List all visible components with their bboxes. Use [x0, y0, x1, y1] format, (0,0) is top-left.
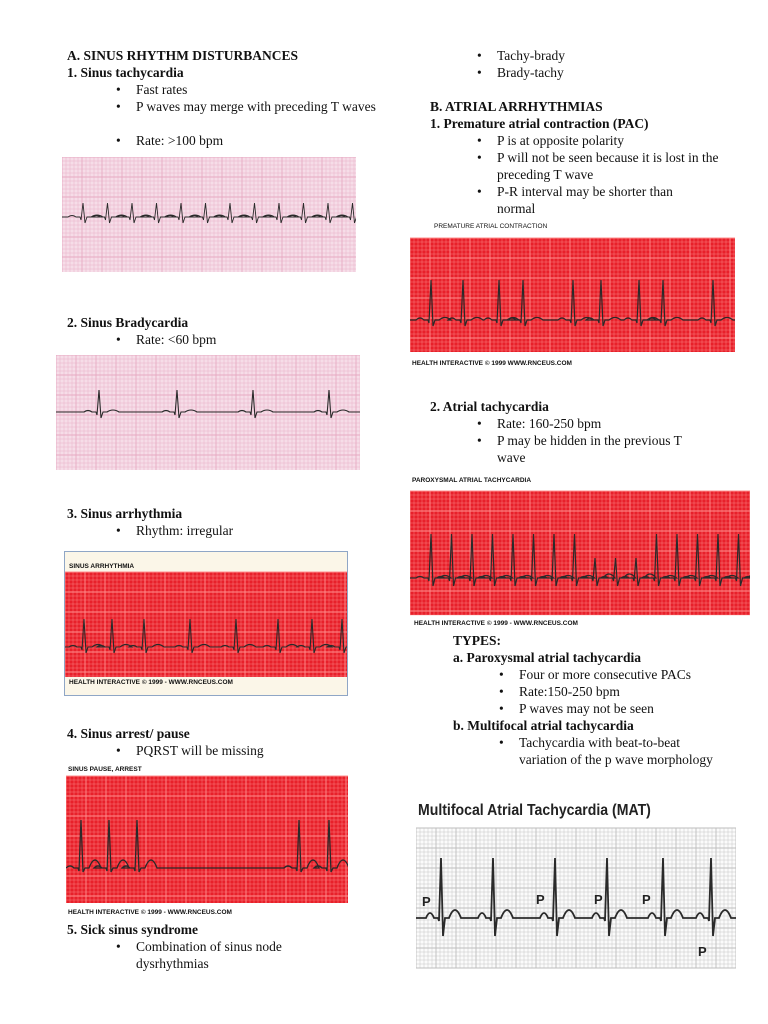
- strip-label: PAROXYSMAL ATRIAL TACHYCARDIA: [412, 477, 532, 484]
- list-item: • P will not be seen because it is lost in the preceding T wave: [497, 149, 722, 183]
- p-wave-label: P: [698, 944, 707, 959]
- strip-credit: HEALTH INTERACTIVE © 1999 WWW.RNCEUS.COM: [412, 360, 572, 367]
- mat-title: Multifocal Atrial Tachycardia (MAT): [418, 802, 651, 819]
- sinus-tachycardia-ecg-strip: [62, 157, 356, 277]
- sick-sinus-syndrome-title: 5. Sick sinus syndrome: [67, 922, 199, 937]
- list-item: • Fast rates: [136, 81, 187, 98]
- sinus-arrhythmia-ecg-strip: [64, 551, 348, 696]
- strip-credit: HEALTH INTERACTIVE © 1999 - WWW.RNCEUS.COM: [68, 909, 232, 916]
- pac-ecg-strip: [410, 220, 735, 372]
- strip-label: SINUS ARRHYTHMIA: [69, 563, 135, 570]
- sinus-bradycardia-ecg-strip: [56, 355, 360, 470]
- list-item: • Rhythm: irregular: [136, 522, 233, 539]
- strip-label: PREMATURE ATRIAL CONTRACTION: [434, 223, 548, 230]
- list-item: • Brady-tachy: [497, 64, 564, 81]
- list-item: • PQRST will be missing: [136, 742, 264, 759]
- sinus-arrest-ecg-strip: [66, 762, 348, 922]
- list-item: • Rate: <60 bpm: [136, 331, 216, 348]
- type-a-title: a. Paroxysmal atrial tachycardia: [453, 650, 641, 665]
- list-item: • Combination of sinus node dysrhythmias: [136, 938, 336, 972]
- list-item: • Rate:150-250 bpm: [519, 683, 620, 700]
- strip-label: SINUS PAUSE, ARREST: [68, 766, 142, 773]
- mat-ecg-strip: [416, 796, 736, 970]
- pac-title: 1. Premature atrial contraction (PAC): [430, 116, 649, 131]
- p-wave-label: P: [642, 892, 651, 907]
- sinus-tachycardia-title: 1. Sinus tachycardia: [67, 65, 184, 80]
- p-wave-label: P: [422, 894, 431, 909]
- list-item: • P waves may not be seen: [519, 700, 654, 717]
- strip-credit: HEALTH INTERACTIVE © 1999 - WWW.RNCEUS.COM: [69, 679, 233, 686]
- list-item: • P waves may merge with preceding T waves: [136, 98, 376, 115]
- list-item: • Tachycardia with beat-to-beat variation of the p wave morphology: [519, 734, 719, 768]
- sinus-bradycardia-title: 2. Sinus Bradycardia: [67, 315, 189, 330]
- types-label: TYPES:: [453, 633, 502, 648]
- list-item: • Rate: >100 bpm: [136, 132, 223, 149]
- list-item: • P-R interval may be shorter than normal: [497, 183, 702, 217]
- sinus-arrhythmia-title: 3. Sinus arrhythmia: [67, 506, 183, 521]
- list-item: • Rate: 160-250 bpm: [497, 415, 601, 432]
- strip-credit: HEALTH INTERACTIVE © 1999 - WWW.RNCEUS.COM: [414, 620, 578, 627]
- list-item: • P may be hidden in the previous T wave: [497, 432, 712, 466]
- list-item: • Four or more consecutive PACs: [519, 666, 691, 683]
- sinus-arrest-title: 4. Sinus arrest/ pause: [67, 726, 190, 741]
- section-a-heading: A. SINUS RHYTHM DISTURBANCES: [67, 48, 299, 63]
- section-b-heading: B. ATRIAL ARRHYTHMIAS: [430, 99, 603, 114]
- atrial-tachycardia-ecg-strip: [410, 473, 750, 631]
- type-b-title: b. Multifocal atrial tachycardia: [453, 718, 634, 733]
- p-wave-label: P: [594, 892, 603, 907]
- atrial-tachycardia-title: 2. Atrial tachycardia: [430, 399, 549, 414]
- list-item: • Tachy-brady: [497, 47, 565, 64]
- list-item: • P is at opposite polarity: [497, 132, 624, 149]
- p-wave-label: P: [536, 892, 545, 907]
